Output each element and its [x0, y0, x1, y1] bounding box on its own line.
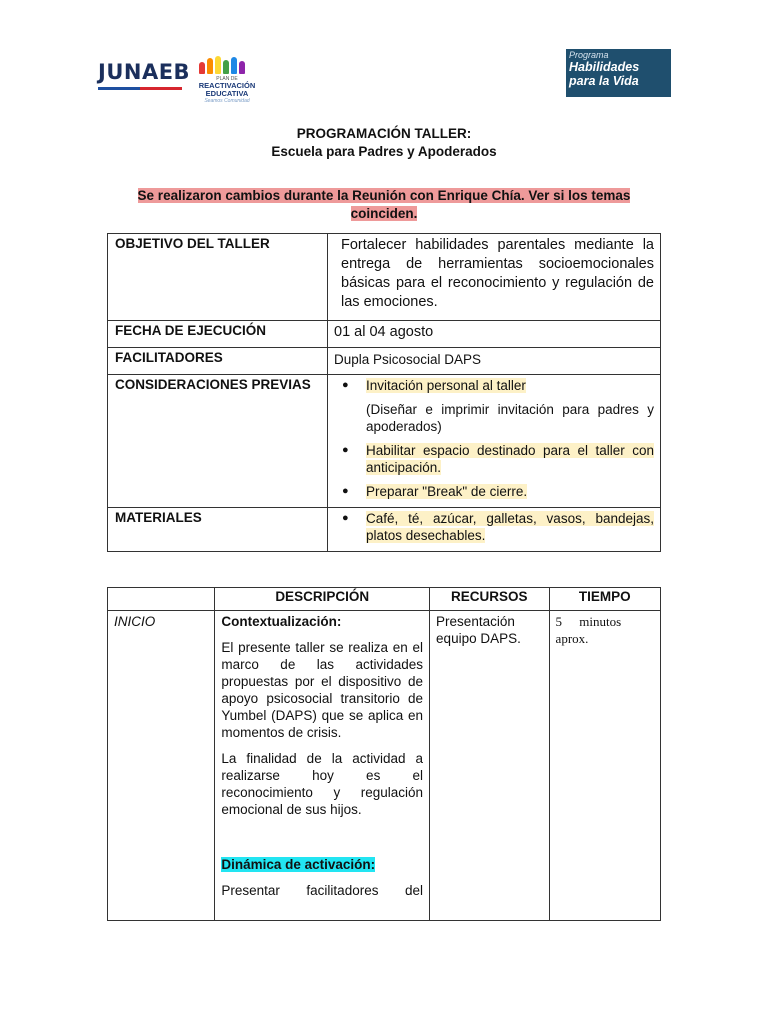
recursos-cell: Presentación equipo DAPS. [430, 611, 550, 921]
phase-label: INICIO [114, 614, 156, 629]
description-paragraph-3: Presentar facilitadores del [221, 883, 424, 898]
materiales-list [328, 510, 654, 544]
table-row [108, 611, 661, 921]
facilitadores-value: Dupla Psicosocial DAPS [328, 348, 661, 375]
list-item: ● Café, té, azúcar, galletas, vasos, bandejas, platos desechables. [342, 511, 654, 543]
hpv-logo-small: Programa [569, 50, 609, 60]
document-title: PROGRAMACIÓN TALLER: [296, 126, 472, 141]
facilitadores-label: FACILITADORES [108, 348, 328, 375]
objetivo-label: OBJETIVO DEL TALLER [108, 234, 328, 321]
table-header-row [108, 588, 661, 611]
objetivo-row [108, 234, 661, 321]
change-note-line1: Se realizaron cambios durante la Reunión con Enrique Chía. Ver si los temas [137, 188, 631, 203]
reactivacion-educativa-logo [197, 56, 257, 108]
header-phase [108, 588, 215, 611]
consideraciones-row [108, 375, 661, 508]
reactivacion-logo-small: PLAN DE [216, 76, 238, 82]
list-item-note: (Diseñar e imprimir invitación para padres y apoderados) [366, 402, 654, 434]
workshop-info-table [107, 233, 661, 552]
fecha-value: 01 al 04 agosto [328, 321, 661, 348]
description-paragraph-1: El presente taller se realiza en el marco de las actividades propuestas por el dispositivo de apoyo psicosocial transitorio de Yumbel (DAPS) que se aplica en momentos de crisis. [221, 640, 424, 740]
materiales-row [108, 508, 661, 552]
list-item: ● Invitación personal al taller [342, 378, 526, 393]
hands-icon [199, 56, 257, 74]
hpv-logo-line1: Habilidades [569, 60, 640, 74]
consideraciones-list [328, 377, 654, 394]
description-paragraph-2: La finalidad de la actividad a realizarse hoy es el reconocimiento y regulación emocional de sus hijos. [221, 751, 424, 817]
materiales-value [328, 508, 661, 552]
junaeb-logo-text: JUNAEB [98, 60, 191, 84]
header-tiempo: TIEMPO [549, 588, 660, 611]
description-cell [215, 611, 430, 921]
list-item: ● Preparar "Break" de cierre. [342, 484, 528, 499]
objetivo-value: Fortalecer habilidades parentales mediante la entrega de herramientas socioemocionales básicas para el reconocimiento y regulación de las emociones. [328, 234, 661, 321]
change-note [100, 187, 668, 223]
facilitadores-row [108, 348, 661, 375]
list-item: ● Habilitar espacio destinado para el taller con anticipación. [342, 443, 654, 475]
bullet-icon: ● [342, 512, 349, 524]
bullet-icon: ● [342, 485, 349, 497]
consideraciones-label: CONSIDERACIONES PREVIAS [108, 375, 328, 508]
dinamica-heading: Dinámica de activación: [221, 857, 376, 872]
document-subtitle: Escuela para Padres y Apoderados [271, 144, 497, 159]
header-descripcion: DESCRIPCIÓN [215, 588, 430, 611]
materiales-label: MATERIALES [108, 508, 328, 552]
contextualizacion-heading: Contextualización: [221, 614, 342, 629]
consideraciones-value [328, 375, 661, 508]
header-recursos: RECURSOS [430, 588, 550, 611]
habilidades-para-la-vida-logo [566, 49, 671, 97]
bullet-icon: ● [342, 379, 349, 391]
junaeb-logo [98, 60, 191, 90]
phase-cell [108, 611, 215, 921]
change-note-line2: coinciden. [350, 206, 418, 221]
hpv-logo-line2: para la Vida [569, 74, 639, 88]
reactivacion-logo-tagline: Seamos Comunidad [204, 98, 250, 104]
reactivacion-logo-line1: REACTIVACIÓN [198, 81, 256, 90]
tiempo-cell: 5 minutos aprox. [549, 611, 660, 921]
junaeb-logo-bar [98, 87, 182, 90]
fecha-label: FECHA DE EJECUCIÓN [108, 321, 328, 348]
fecha-row [108, 321, 661, 348]
reactivacion-logo-line2: EDUCATIVA [205, 89, 249, 98]
bullet-icon: ● [342, 444, 349, 456]
activity-description-table [107, 587, 661, 921]
